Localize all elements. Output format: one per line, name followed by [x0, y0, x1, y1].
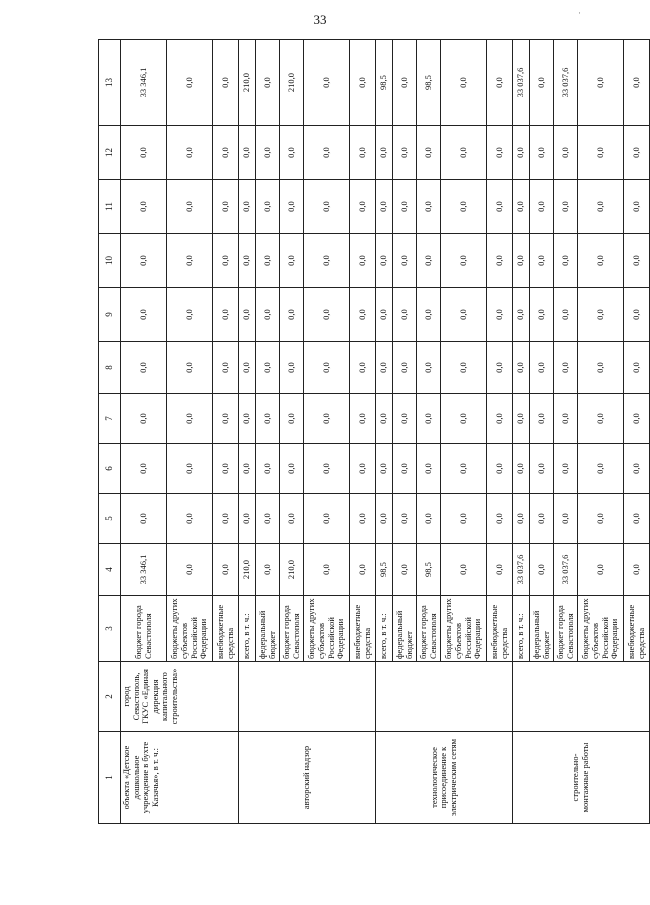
value-cell: 0,0 — [530, 394, 554, 444]
value-cell: 0,0 — [487, 40, 513, 126]
col-header: 7 — [99, 394, 121, 444]
value-cell: 0,0 — [376, 180, 393, 234]
value-cell: 0,0 — [256, 288, 280, 342]
value-cell: 0,0 — [513, 126, 530, 180]
value-cell: 0,0 — [350, 342, 376, 394]
customer-cell — [376, 662, 513, 732]
value-cell: 0,0 — [530, 40, 554, 126]
value-cell: 0,0 — [530, 234, 554, 288]
value-cell: 0,0 — [487, 288, 513, 342]
source-cell: бюджеты других субъектов Российской Федерации — [578, 596, 624, 662]
value-cell: 0,0 — [578, 342, 624, 394]
value-cell: 0,0 — [554, 126, 578, 180]
value-cell: 0,0 — [393, 40, 417, 126]
value-cell: 98,5 — [376, 40, 393, 126]
value-cell: 0,0 — [239, 444, 256, 494]
customer-cell: город Севастополь, ГКУС «Единая дирекция капитального строительства» — [121, 662, 239, 732]
value-cell: 0,0 — [376, 444, 393, 494]
value-cell: 0,0 — [256, 180, 280, 234]
value-cell: 0,0 — [624, 444, 650, 494]
value-cell: 0,0 — [487, 494, 513, 544]
value-cell: 0,0 — [554, 234, 578, 288]
value-cell: 0,0 — [239, 126, 256, 180]
value-cell: 0,0 — [213, 342, 239, 394]
source-cell: бюджеты других субъектов Российской Федерации — [167, 596, 213, 662]
value-cell: 0,0 — [304, 394, 350, 444]
value-cell: 0,0 — [530, 180, 554, 234]
value-cell: 0,0 — [350, 180, 376, 234]
value-cell: 0,0 — [417, 234, 441, 288]
value-cell: 0,0 — [487, 126, 513, 180]
col-header: 11 — [99, 180, 121, 234]
value-cell: 0,0 — [513, 444, 530, 494]
value-cell: 0,0 — [417, 342, 441, 394]
value-cell: 0,0 — [624, 180, 650, 234]
value-cell: 0,0 — [393, 444, 417, 494]
value-cell: 0,0 — [121, 494, 167, 544]
value-cell: 0,0 — [280, 180, 304, 234]
value-cell: 0,0 — [256, 40, 280, 126]
value-cell: 0,0 — [350, 444, 376, 494]
value-cell: 0,0 — [304, 342, 350, 394]
value-cell: 0,0 — [417, 444, 441, 494]
value-cell: 0,0 — [280, 342, 304, 394]
value-cell: 33 037,6 — [554, 40, 578, 126]
value-cell: 0,0 — [554, 342, 578, 394]
value-cell: 0,0 — [280, 444, 304, 494]
value-cell: 0,0 — [487, 234, 513, 288]
value-cell: 0,0 — [167, 40, 213, 126]
value-cell: 0,0 — [441, 40, 487, 126]
col-header: 3 — [99, 596, 121, 662]
value-cell: 0,0 — [441, 444, 487, 494]
value-cell: 0,0 — [578, 180, 624, 234]
value-cell: 0,0 — [239, 234, 256, 288]
work-type-cell: авторский надзор — [239, 732, 376, 824]
value-cell: 0,0 — [121, 126, 167, 180]
table-row — [376, 40, 393, 824]
value-cell: 0,0 — [578, 444, 624, 494]
value-cell: 0,0 — [304, 40, 350, 126]
value-cell: 0,0 — [513, 394, 530, 444]
col-header: 9 — [99, 288, 121, 342]
value-cell: 0,0 — [417, 288, 441, 342]
value-cell: 0,0 — [376, 494, 393, 544]
source-cell: внебюджетные средства — [624, 596, 650, 662]
object-name-cell: объекта «Детское дошкольное учреждение в бухте Казачья», в т. ч.: — [121, 732, 239, 824]
value-cell: 0,0 — [393, 126, 417, 180]
source-cell: бюджет города Севастополя — [121, 596, 167, 662]
source-cell: всего, в т. ч.: — [239, 596, 256, 662]
value-cell: 0,0 — [350, 234, 376, 288]
value-cell: 0,0 — [624, 544, 650, 596]
value-cell: 0,0 — [213, 544, 239, 596]
col-header: 1 — [99, 732, 121, 824]
value-cell: 0,0 — [256, 126, 280, 180]
value-cell: 0,0 — [417, 494, 441, 544]
value-cell: 0,0 — [167, 444, 213, 494]
value-cell: 0,0 — [239, 288, 256, 342]
value-cell: 0,0 — [304, 126, 350, 180]
source-cell: всего, в т. ч.: — [376, 596, 393, 662]
value-cell: 0,0 — [167, 394, 213, 444]
value-cell: 0,0 — [167, 180, 213, 234]
value-cell: 0,0 — [530, 544, 554, 596]
value-cell: 0,0 — [350, 40, 376, 126]
value-cell: 0,0 — [513, 234, 530, 288]
value-cell: 0,0 — [513, 288, 530, 342]
value-cell: 0,0 — [167, 544, 213, 596]
value-cell: 210,0 — [239, 544, 256, 596]
value-cell: 0,0 — [350, 494, 376, 544]
value-cell: 0,0 — [487, 544, 513, 596]
value-cell: 210,0 — [280, 544, 304, 596]
value-cell: 33 037,6 — [554, 544, 578, 596]
value-cell: 0,0 — [280, 394, 304, 444]
table-row — [513, 40, 530, 824]
value-cell: 0,0 — [304, 288, 350, 342]
value-cell: 0,0 — [350, 288, 376, 342]
value-cell: 0,0 — [213, 288, 239, 342]
value-cell: 0,0 — [121, 342, 167, 394]
table-row — [121, 40, 167, 824]
value-cell: 0,0 — [624, 40, 650, 126]
table-row — [239, 40, 256, 824]
value-cell: 0,0 — [213, 40, 239, 126]
value-cell: 0,0 — [624, 234, 650, 288]
value-cell: 0,0 — [213, 126, 239, 180]
value-cell: 0,0 — [304, 544, 350, 596]
value-cell: 0,0 — [256, 494, 280, 544]
value-cell: 0,0 — [417, 180, 441, 234]
value-cell: 0,0 — [350, 394, 376, 444]
value-cell: 33 346,1 — [121, 40, 167, 126]
value-cell: 0,0 — [578, 394, 624, 444]
value-cell: 0,0 — [554, 444, 578, 494]
value-cell: 0,0 — [554, 494, 578, 544]
value-cell: 0,0 — [280, 126, 304, 180]
col-header: 10 — [99, 234, 121, 288]
col-header: 8 — [99, 342, 121, 394]
source-cell: внебюджетные средства — [350, 596, 376, 662]
value-cell: 0,0 — [376, 288, 393, 342]
value-cell: 0,0 — [213, 394, 239, 444]
rotated-table-container — [98, 40, 646, 824]
value-cell: 0,0 — [213, 180, 239, 234]
value-cell: 0,0 — [441, 288, 487, 342]
page-number: 33 — [313, 12, 327, 27]
value-cell: 0,0 — [280, 234, 304, 288]
value-cell: 0,0 — [213, 494, 239, 544]
value-cell: 0,0 — [256, 394, 280, 444]
value-cell: 0,0 — [280, 288, 304, 342]
value-cell: 0,0 — [239, 494, 256, 544]
value-cell: 0,0 — [121, 180, 167, 234]
value-cell: 0,0 — [513, 342, 530, 394]
value-cell: 0,0 — [487, 394, 513, 444]
value-cell: 0,0 — [393, 394, 417, 444]
value-cell: 0,0 — [624, 126, 650, 180]
value-cell: 0,0 — [624, 288, 650, 342]
value-cell: 98,5 — [376, 544, 393, 596]
source-cell: бюджет города Севастополя — [417, 596, 441, 662]
corner-mark: · — [578, 8, 581, 18]
customer-cell — [239, 662, 376, 732]
value-cell: 0,0 — [441, 342, 487, 394]
value-cell: 0,0 — [393, 342, 417, 394]
value-cell: 0,0 — [239, 180, 256, 234]
value-cell: 0,0 — [239, 394, 256, 444]
source-cell: федеральный бюджет — [256, 596, 280, 662]
value-cell: 0,0 — [513, 180, 530, 234]
col-header: 2 — [99, 662, 121, 732]
value-cell: 0,0 — [376, 342, 393, 394]
value-cell: 0,0 — [393, 234, 417, 288]
value-cell: 0,0 — [256, 444, 280, 494]
value-cell: 0,0 — [578, 544, 624, 596]
value-cell: 0,0 — [441, 544, 487, 596]
value-cell: 0,0 — [554, 288, 578, 342]
value-cell: 0,0 — [393, 494, 417, 544]
value-cell: 0,0 — [417, 126, 441, 180]
value-cell: 0,0 — [487, 180, 513, 234]
col-header: 13 — [99, 40, 121, 126]
budget-table — [98, 39, 650, 824]
value-cell: 98,5 — [417, 544, 441, 596]
value-cell: 0,0 — [530, 288, 554, 342]
value-cell: 0,0 — [121, 234, 167, 288]
value-cell: 0,0 — [256, 234, 280, 288]
customer-cell — [513, 662, 650, 732]
value-cell: 0,0 — [121, 394, 167, 444]
value-cell: 0,0 — [530, 444, 554, 494]
source-cell: бюджеты других субъектов Российской Федерации — [304, 596, 350, 662]
value-cell: 0,0 — [239, 342, 256, 394]
value-cell: 33 037,6 — [513, 544, 530, 596]
value-cell: 0,0 — [167, 126, 213, 180]
value-cell: 0,0 — [393, 180, 417, 234]
value-cell: 0,0 — [624, 394, 650, 444]
value-cell: 0,0 — [578, 288, 624, 342]
value-cell: 33 346,1 — [121, 544, 167, 596]
source-cell: бюджеты других субъектов Российской Федерации — [441, 596, 487, 662]
col-header: 12 — [99, 126, 121, 180]
value-cell: 0,0 — [304, 444, 350, 494]
value-cell: 0,0 — [554, 394, 578, 444]
value-cell: 0,0 — [393, 288, 417, 342]
value-cell: 0,0 — [417, 394, 441, 444]
value-cell: 0,0 — [513, 494, 530, 544]
value-cell: 0,0 — [530, 126, 554, 180]
value-cell: 0,0 — [121, 444, 167, 494]
value-cell: 0,0 — [487, 342, 513, 394]
value-cell: 0,0 — [441, 180, 487, 234]
value-cell: 33 037,6 — [513, 40, 530, 126]
value-cell: 0,0 — [167, 494, 213, 544]
value-cell: 0,0 — [256, 342, 280, 394]
value-cell: 0,0 — [441, 394, 487, 444]
source-cell: всего, в т. ч.: — [513, 596, 530, 662]
value-cell: 0,0 — [554, 180, 578, 234]
value-cell: 0,0 — [376, 394, 393, 444]
value-cell: 0,0 — [624, 342, 650, 394]
value-cell: 0,0 — [376, 126, 393, 180]
col-header: 4 — [99, 544, 121, 596]
value-cell: 0,0 — [167, 342, 213, 394]
source-cell: внебюджетные средства — [487, 596, 513, 662]
value-cell: 0,0 — [304, 494, 350, 544]
work-type-cell: технологическое присоединение к электрическим сетям — [376, 732, 513, 824]
value-cell: 0,0 — [441, 126, 487, 180]
value-cell: 98,5 — [417, 40, 441, 126]
source-cell: бюджет города Севастополя — [554, 596, 578, 662]
col-header: 5 — [99, 494, 121, 544]
value-cell: 0,0 — [376, 234, 393, 288]
value-cell: 0,0 — [213, 234, 239, 288]
value-cell: 0,0 — [393, 544, 417, 596]
work-type-cell: строительно-монтажные работы — [513, 732, 650, 824]
source-cell: федеральный бюджет — [530, 596, 554, 662]
value-cell: 0,0 — [121, 288, 167, 342]
value-cell: 0,0 — [167, 234, 213, 288]
value-cell: 0,0 — [578, 234, 624, 288]
value-cell: 0,0 — [256, 544, 280, 596]
col-header: 6 — [99, 444, 121, 494]
value-cell: 0,0 — [530, 494, 554, 544]
source-cell: федеральный бюджет — [393, 596, 417, 662]
value-cell: 0,0 — [578, 40, 624, 126]
value-cell: 0,0 — [578, 494, 624, 544]
value-cell: 0,0 — [304, 180, 350, 234]
value-cell: 0,0 — [624, 494, 650, 544]
value-cell: 0,0 — [441, 234, 487, 288]
value-cell: 0,0 — [578, 126, 624, 180]
header-row — [99, 40, 121, 824]
value-cell: 0,0 — [304, 234, 350, 288]
value-cell: 210,0 — [239, 40, 256, 126]
value-cell: 0,0 — [441, 494, 487, 544]
value-cell: 0,0 — [167, 288, 213, 342]
source-cell: бюджет города Севастополя — [280, 596, 304, 662]
value-cell: 0,0 — [487, 444, 513, 494]
value-cell: 0,0 — [213, 444, 239, 494]
value-cell: 0,0 — [530, 342, 554, 394]
source-cell: внебюджетные средства — [213, 596, 239, 662]
value-cell: 0,0 — [350, 126, 376, 180]
value-cell: 0,0 — [350, 544, 376, 596]
value-cell: 0,0 — [280, 494, 304, 544]
value-cell: 210,0 — [280, 40, 304, 126]
